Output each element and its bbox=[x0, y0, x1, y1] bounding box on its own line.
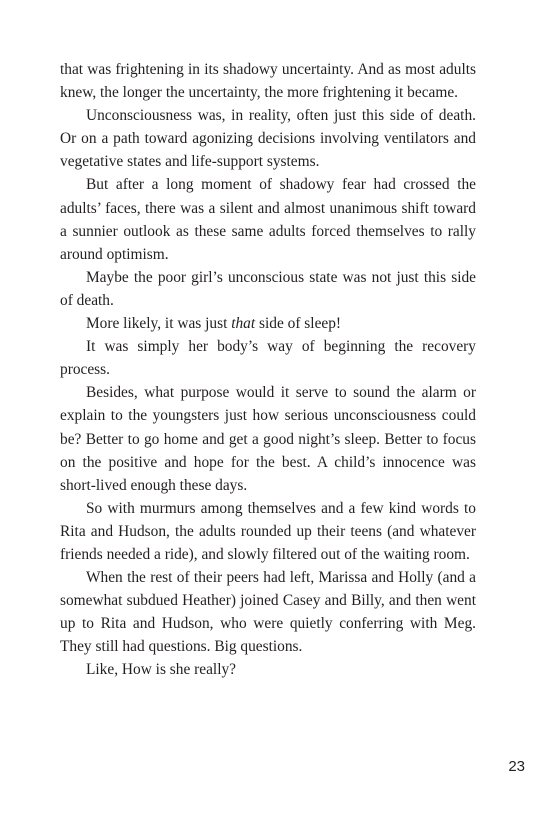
paragraph-5-emphasis: that bbox=[231, 315, 256, 333]
paragraph-9: When the rest of their peers had left, Marissa and Holly (and a somewhat subdued Heather) joined Casey and Billy, and then went up to Rita and Hudson, who were quietly conferring with Meg. They still had questions. Big questions. bbox=[60, 569, 476, 656]
paragraph-6: It was simply her body’s way of beginning the recovery process. bbox=[60, 338, 476, 379]
paragraph-8: So with murmurs among themselves and a few kind words to Rita and Hudson, the adults rounded up their teens (and whatever friends needed a ride), and slowly filtered out of the waiting room. bbox=[60, 499, 476, 563]
paragraph-7: Besides, what purpose would it serve to sound the alarm or explain to the youngsters just how serious unconsciousness could be? Better to go home and get a good night’s sleep. Better to focus on the positive and hope for the best. A child’s innocence was short-lived enough these days. bbox=[60, 384, 476, 494]
paragraph-5-after: side of sleep! bbox=[255, 315, 342, 333]
paragraph-5-before: More likely, it was just bbox=[86, 315, 232, 333]
paragraph-5 bbox=[60, 312, 476, 335]
page-number: 23 bbox=[508, 758, 525, 775]
paragraph-10: Like, How is she really? bbox=[86, 661, 237, 679]
paragraph-4: Maybe the poor girl’s unconscious state was not just this side of death. bbox=[60, 268, 476, 309]
paragraph-2: Unconsciousness was, in reality, often just this side of death. Or on a path toward agonizing decisions involving ventilators and vegetative states and life-support systems. bbox=[60, 107, 476, 171]
paragraph-1: that was frightening in its shadowy uncertainty. And as most adults knew, the longer the uncertainty, the more frightening it became. bbox=[60, 61, 476, 102]
body-text bbox=[60, 58, 476, 682]
paragraph-3: But after a long moment of shadowy fear had crossed the adults’ faces, there was a silent and almost unanimous shift toward a sunnier outlook as these same adults forced themselves to rally around optimism. bbox=[60, 176, 476, 263]
